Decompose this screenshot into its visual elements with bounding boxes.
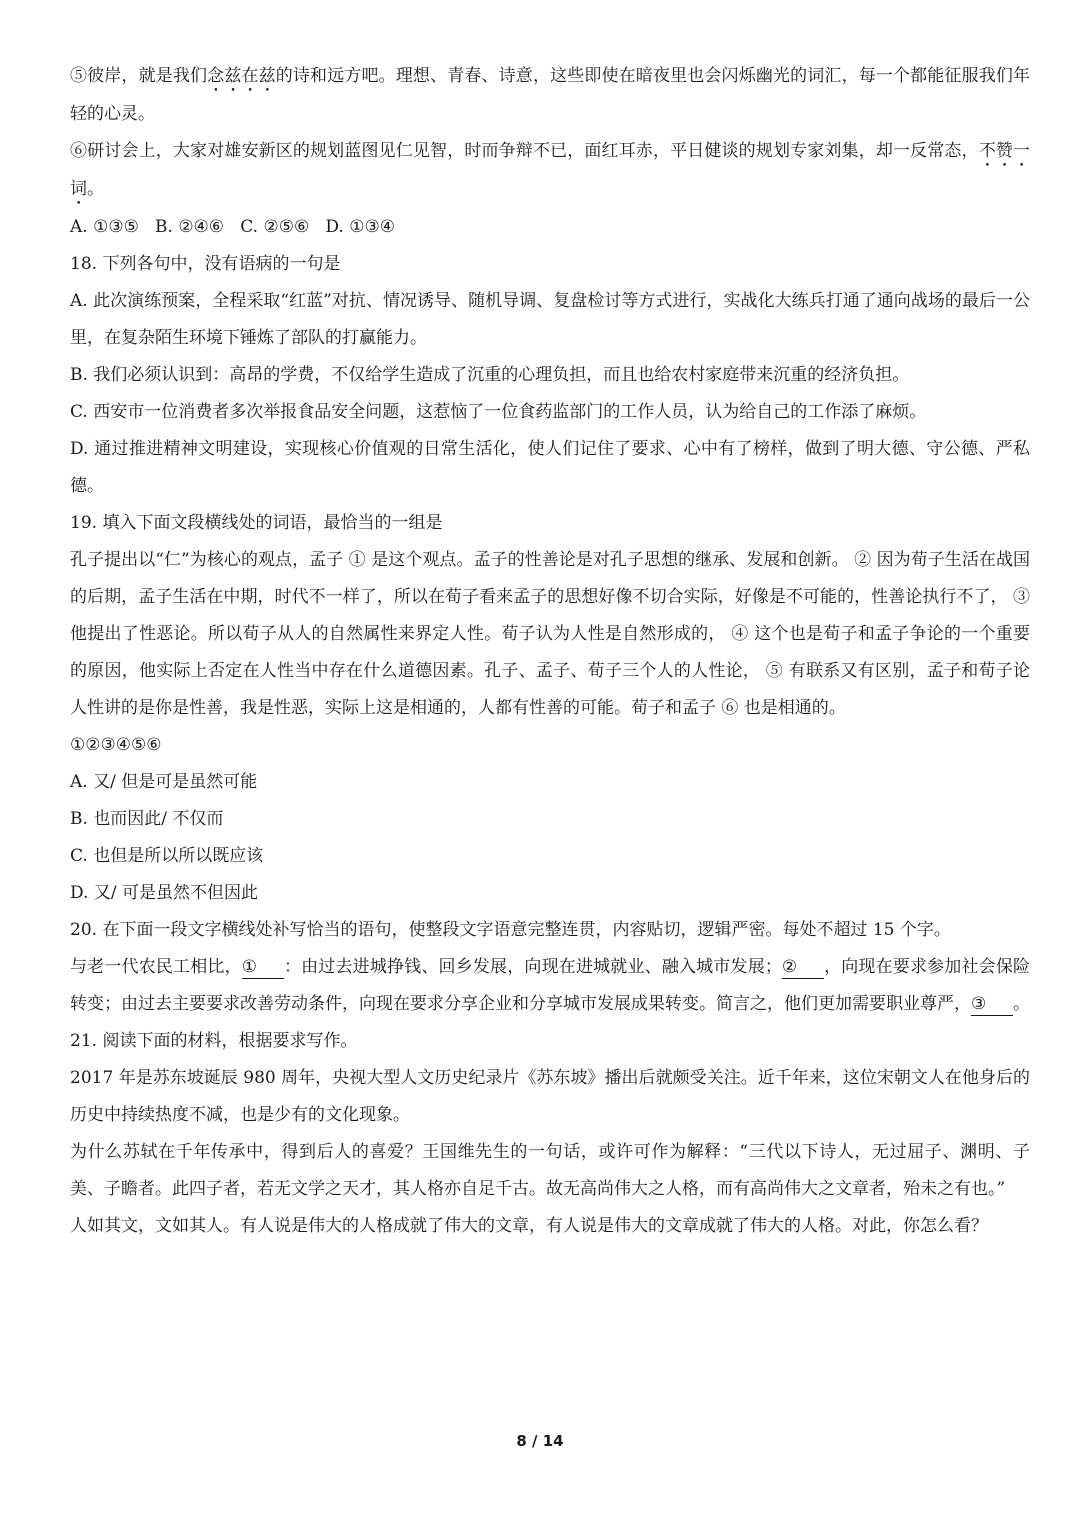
q17-item-5: ⑤彼岸，就是我们念兹在兹的诗和远方吧。理想、青春、诗意，这些即使在暗夜里也会闪烁幽光的词汇，每一个都能征服我们年轻的心灵。 — [70, 66, 1031, 124]
q19-blank-numbers: ①②③④⑤⑥ — [70, 735, 162, 755]
q18-option-d: D. 通过推进精神文明建设，实现核心价值观的日常生活化，使人们记住了要求、心中有了榜样，做到了明大德、守公德、严私德。 — [70, 439, 1030, 496]
q21-material-paragraph-1: 2017 年是苏东坡诞辰 980 周年，央视大型人文历史纪录片《苏东坡》播出后就颇受关注。近千年来，这位宋朝文人在他身后的历史中持续热度不减，也是少有的文化现象。 — [70, 1068, 1030, 1125]
q20-passage: 与老一代农民工相比，① ：由过去进城挣钱、回乡发展，向现在进城就业、融入城市发展；② ，向现在要求参加社会保险转变；由过去主要要求改善劳动条件，向现在要求分享企业和分享城市发展成果转变。简言之，他们更加需要职业尊严，③ 。 — [70, 957, 1031, 1014]
emphasized-phrase: 念兹在兹 — [207, 66, 276, 86]
q20-stem: 20. 在下面一段文字横线处补写恰当的语句，使整段文字语意完整连贯，内容贴切，逻辑严密。每处不超过 15 个字。 — [70, 920, 951, 940]
page-number: 8 / 14 — [516, 1432, 564, 1450]
q21-material-paragraph-2: 为什么苏轼在千年传承中，得到后人的喜爱？王国维先生的一句话，或许可作为解释：“三代以下诗人，无过屈子、渊明、子美、子瞻者。此四子者，若无文学之天才，其人格亦自足千古。故无高尚伟大之人格，而有高尚伟大之文章者，殆未之有也。” — [70, 1142, 1030, 1199]
q17-options: A. ①③⑤ B. ②④⑥ C. ②⑤⑥ D. ①③④ — [70, 217, 395, 237]
answer-blank-3[interactable]: ③ — [971, 993, 1013, 1016]
q19-option-c: C. 也但是所以所以既应该 — [70, 846, 264, 866]
emphasized-phrase: 不赞一词 — [70, 141, 1031, 199]
answer-blank-2[interactable]: ② — [782, 956, 824, 979]
q19-passage: 孔子提出以“仁”为核心的观点，孟子 ① 是这个观点。孟子的性善论是对孔子思想的继承、发展和创新。 ② 因为荀子生活在战国的后期，孟子生活在中期，时代不一样了，所以在荀子看来孟子的思想好像不切合实际，好像是不可能的，性善论执行不了， ③ 他提出了性恶论。所以荀子从人的自然属性来界定人性。荀子认为人性是自然形成的， ④ 这个也是荀子和孟子争论的一个重要的原因，他实际上否定在人性当中存在什么道德因素。孔子、孟子、荀子三个人的人性论， ⑤ 有联系又有区别，孟子和荀子论人性讲的是你是性善，我是性恶，实际上这是相通的，人都有性善的可能。荀子和孟子 ⑥ 也是相通的。 — [70, 550, 1030, 718]
q18-option-c: C. 西安市一位消费者多次举报食品安全问题，这惹恼了一位食药监部门的工作人员，认为给自己的工作添了麻烦。 — [70, 402, 927, 422]
q21-stem: 21. 阅读下面的材料，根据要求写作。 — [70, 1031, 358, 1051]
q21-material-paragraph-3: 人如其文，文如其人。有人说是伟大的人格成就了伟大的文章，有人说是伟大的文章成就了伟大的人格。对此，你怎么看？ — [70, 1216, 988, 1236]
q19-option-d: D. 又/ 可是虽然不但因此 — [70, 883, 258, 903]
q19-stem: 19. 填入下面文段横线处的词语，最恰当的一组是 — [70, 513, 443, 533]
q18-option-b: B. 我们必须认识到：高昂的学费，不仅给学生造成了沉重的心理负担，而且也给农村家庭带来沉重的经济负担。 — [70, 365, 910, 385]
answer-blank-1[interactable]: ① — [242, 956, 284, 979]
q18-stem: 18. 下列各句中，没有语病的一句是 — [70, 254, 341, 274]
q19-option-b: B. 也而因此/ 不仅而 — [70, 809, 224, 829]
document-body — [70, 58, 1030, 1245]
q18-option-a: A. 此次演练预案，全程采取“红蓝”对抗、情况诱导、随机导调、复盘检讨等方式进行，实战化大练兵打通了通向战场的最后一公里，在复杂陌生环境下锤炼了部队的打赢能力。 — [70, 291, 1030, 348]
q19-option-a: A. 又/ 但是可是虽然可能 — [70, 772, 258, 792]
q17-item-6: ⑥研讨会上，大家对雄安新区的规划蓝图见仁见智，时而争辩不已，面红耳赤，平日健谈的规划专家刘集，却一反常态，不赞一词。 — [70, 141, 1031, 199]
